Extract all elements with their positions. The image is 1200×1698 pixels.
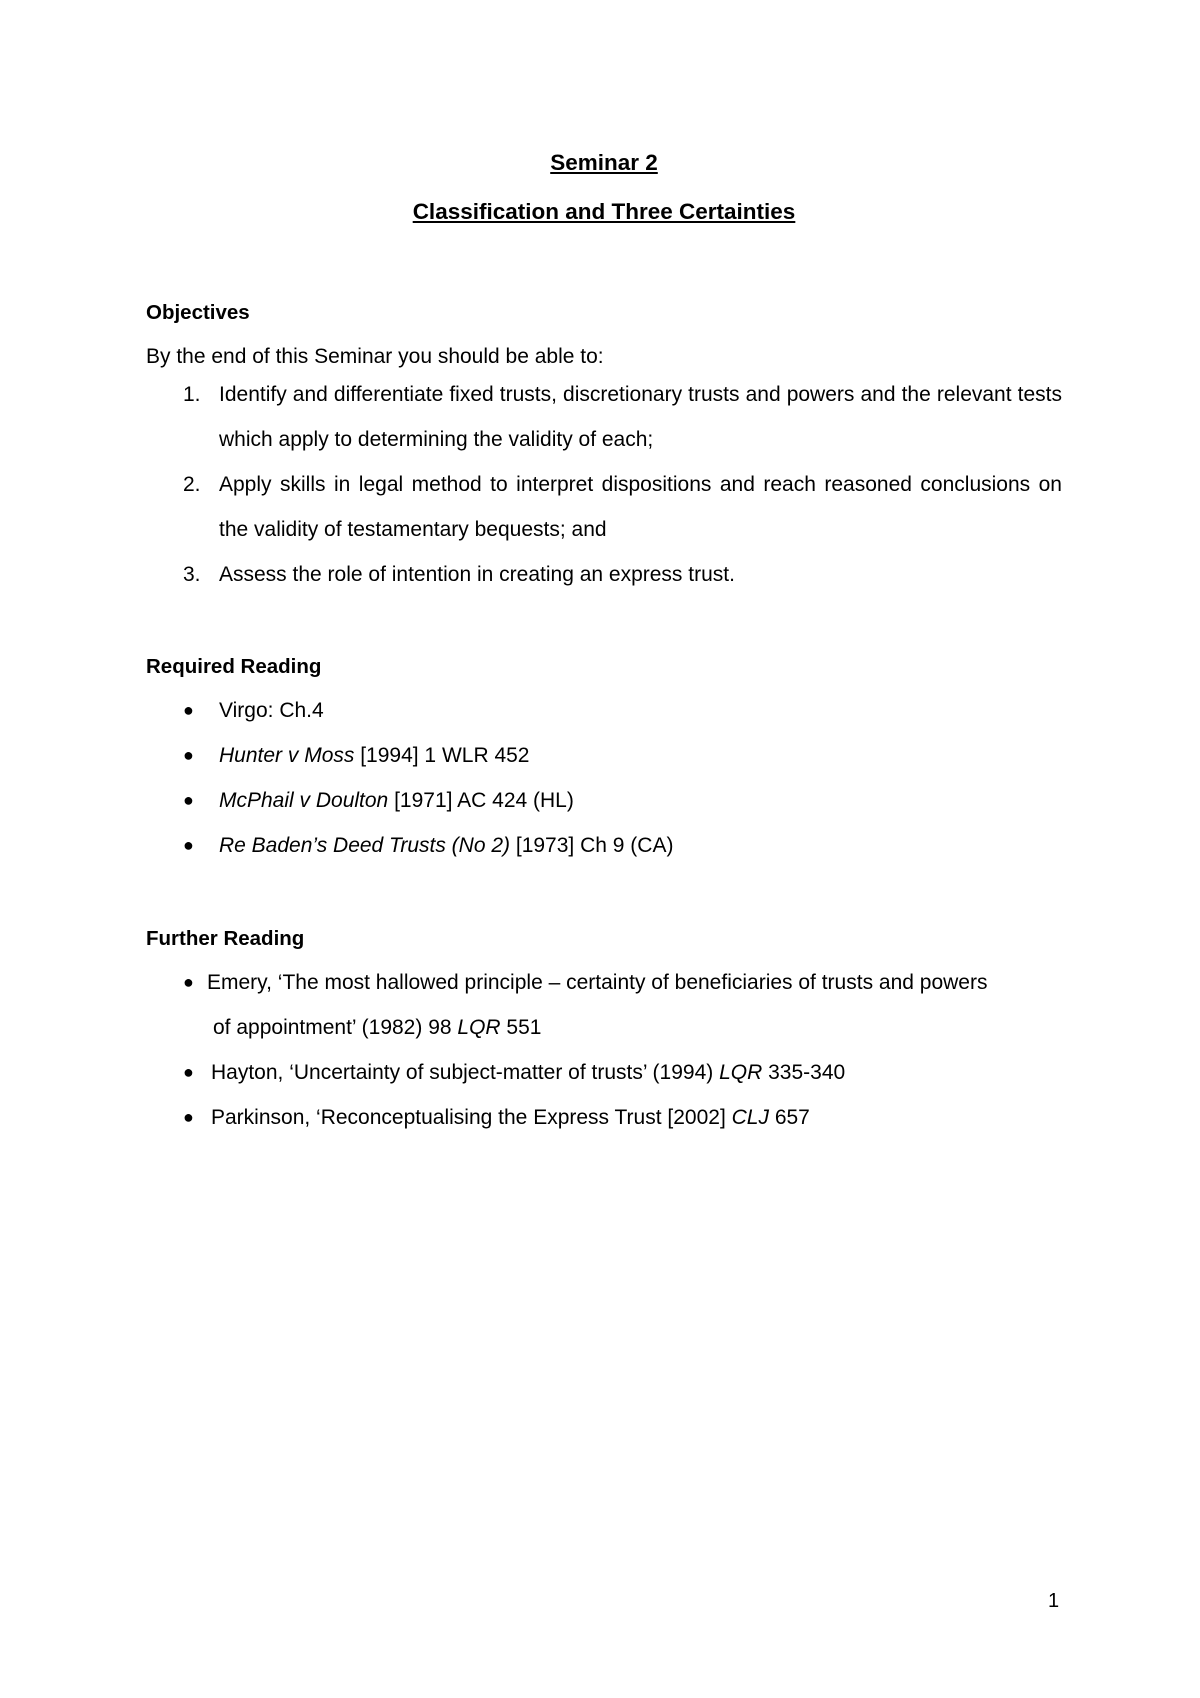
further-reading-item xyxy=(146,1095,1062,1140)
case-name: McPhail v Doulton xyxy=(219,789,389,812)
case-name: Hunter v Moss xyxy=(219,744,355,767)
objective-item xyxy=(146,372,1062,462)
objective-text: Apply skills in legal method to interpret dispositions and reach reasoned conclusions on the validity of testamentary bequests; and xyxy=(219,473,1062,541)
citation-text: [1994] 1 WLR 452 xyxy=(354,744,530,767)
further-reading-item xyxy=(146,960,1062,1050)
objective-text: Assess the role of intention in creating an express trust. xyxy=(219,563,735,586)
required-reading-item xyxy=(146,823,1062,868)
required-reading-item xyxy=(146,688,1062,733)
required-reading-list xyxy=(146,688,1062,868)
page-number: 1 xyxy=(1048,1590,1060,1612)
citation-text: Virgo: Ch.4 xyxy=(219,699,324,722)
seminar-title: Seminar 2 xyxy=(550,150,658,175)
bullet-icon: ● xyxy=(183,700,194,720)
bullet-icon: ● xyxy=(183,835,194,855)
bullet-icon: ● xyxy=(183,745,194,765)
journal-abbrev: LQR xyxy=(457,1016,501,1039)
reading-continuation xyxy=(207,1005,1062,1050)
journal-abbrev: CLJ xyxy=(731,1106,769,1129)
seminar-subtitle: Classification and Three Certainties xyxy=(412,199,796,224)
reading-text: Emery, ‘The most hallowed principle – certainty of beneficiaries of trusts and powers xyxy=(207,971,988,994)
objective-number: 1. xyxy=(183,383,201,406)
reading-text: of appointment’ (1982) 98 xyxy=(213,1016,458,1039)
case-name: Re Baden’s Deed Trusts (No 2) xyxy=(219,834,511,857)
objective-text: Identify and differentiate fixed trusts, discretionary trusts and powers and the relevant tests which apply to determining the validity of each; xyxy=(219,383,1062,451)
further-reading-heading: Further Reading xyxy=(146,927,305,950)
reading-text: 657 xyxy=(768,1106,810,1129)
objectives-list xyxy=(146,372,1062,597)
bullet-icon: ● xyxy=(183,790,194,810)
objective-item xyxy=(146,462,1062,552)
bullet-icon: ● xyxy=(183,1107,194,1127)
reading-text: Parkinson, ‘Reconceptualising the Express Trust [2002] xyxy=(211,1106,732,1129)
document-content xyxy=(146,145,1062,1140)
citation-text: [1973] Ch 9 (CA) xyxy=(510,834,674,857)
bullet-icon: ● xyxy=(183,1062,194,1082)
citation-text: [1971] AC 424 (HL) xyxy=(388,789,574,812)
required-reading-item xyxy=(146,778,1062,823)
objective-number: 3. xyxy=(183,563,201,586)
reading-text: 335-340 xyxy=(762,1061,846,1084)
further-reading-item xyxy=(146,1050,1062,1095)
objective-number: 2. xyxy=(183,473,201,496)
objective-item xyxy=(146,552,1062,597)
bullet-icon: ● xyxy=(183,972,194,992)
journal-abbrev: LQR xyxy=(719,1061,763,1084)
objectives-intro: By the end of this Seminar you should be able to: xyxy=(146,345,604,368)
reading-text: 551 xyxy=(500,1016,542,1039)
required-reading-item xyxy=(146,733,1062,778)
objectives-heading: Objectives xyxy=(146,301,250,324)
further-reading-list xyxy=(146,960,1062,1140)
reading-text: Hayton, ‘Uncertainty of subject-matter of trusts’ (1994) xyxy=(211,1061,720,1084)
required-reading-heading: Required Reading xyxy=(146,655,322,678)
